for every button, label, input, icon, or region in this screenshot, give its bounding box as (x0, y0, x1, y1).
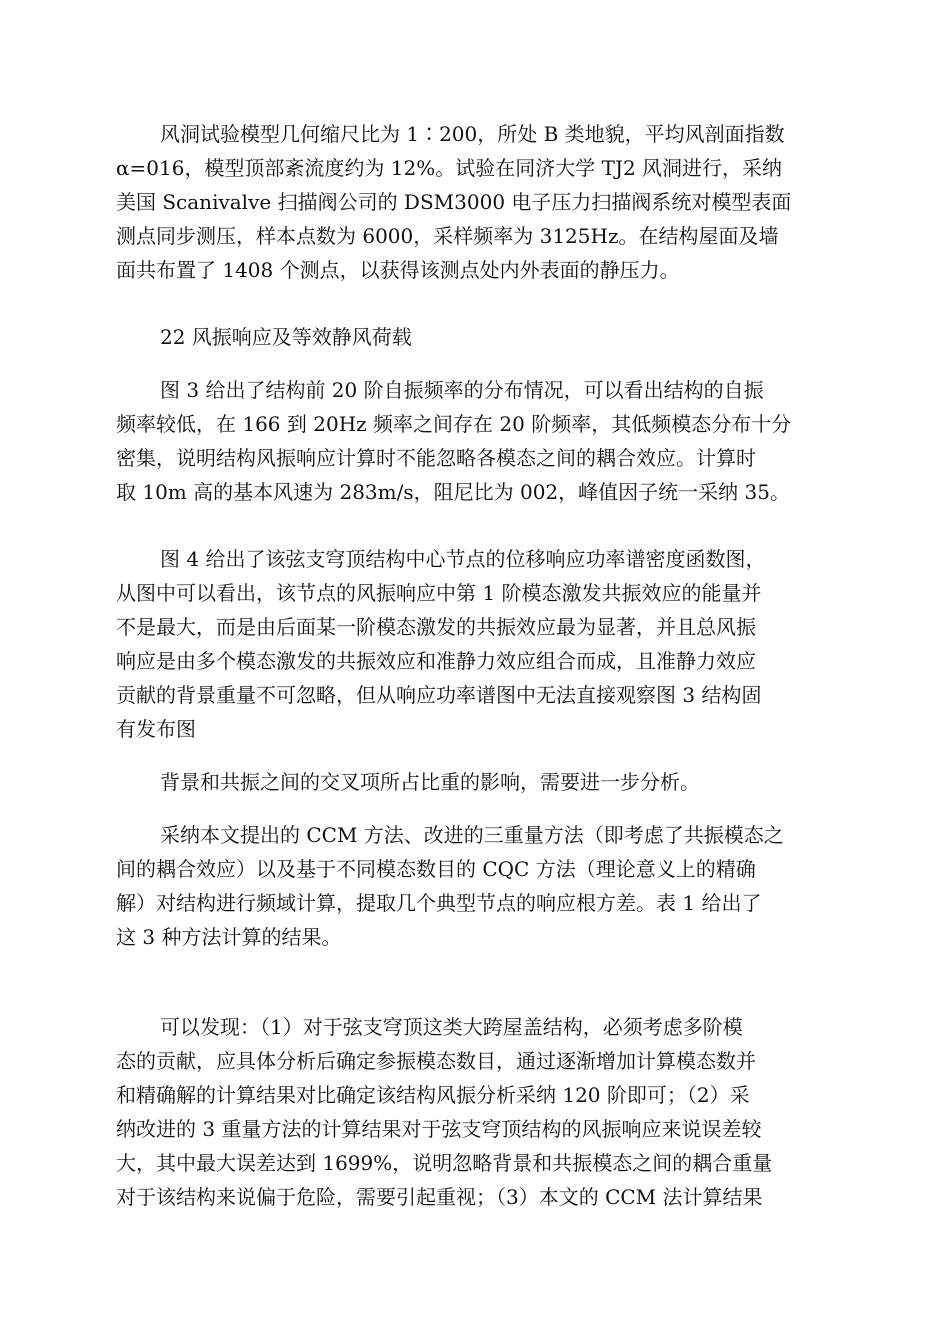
paragraph-wind-tunnel-test (116, 117, 836, 287)
text-line: 图 3 给出了结构前 20 阶自振频率的分布情况，可以看出结构的自振 (160, 378, 764, 402)
text-line: 背景和共振之间的交叉项所占比重的影响，需要进一步分析。 (160, 770, 700, 794)
section-heading (116, 320, 836, 354)
text-line: 风洞试验模型几何缩尺比为 1∶200，所处 B 类地貌，平均风剖面指数 (160, 122, 785, 146)
text-line: 响应是由多个模态激发的共振效应和准静力效应组合而成，且准静力效应 (116, 649, 756, 673)
text-line: 密集，说明结构风振响应计算时不能忽略各模态之间的耦合效应。计算时 (116, 446, 756, 470)
text-line: 有发布图 (116, 717, 196, 741)
text-line: 大，其中最大误差达到 1699%，说明忽略背景和共振模态之间的耦合重量 (116, 1151, 773, 1175)
paragraph-psd-response (116, 542, 836, 746)
text-line: 这 3 种方法计算的结果。 (116, 925, 342, 949)
text-line: 图 4 给出了该弦支穹顶结构中心节点的位移响应功率谱密度函数图， (160, 547, 766, 571)
text-line: 取 10m 高的基本风速为 283m/s，阻尼比为 002，峰值因子统一采纳 35。 (116, 480, 790, 504)
section-heading-text: 22 风振响应及等效静风荷载 (160, 325, 412, 349)
paragraph-natural-frequency (116, 373, 836, 509)
text-line: 测点同步测压，样本点数为 6000，采样频率为 3125Hz。在结构屋面及墙 (116, 224, 779, 248)
text-line: 可以发现：（1）对于弦支穹顶这类大跨屋盖结构，必须考虑多阶模 (160, 1015, 743, 1039)
paragraph-method-comparison (116, 818, 836, 954)
text-line: 态的贡献，应具体分析后确定参振模态数目，通过逐渐增加计算模态数并 (116, 1049, 756, 1073)
text-line: 频率较低，在 166 到 20Hz 频率之间存在 20 阶频率，其低频模态分布十分 (116, 412, 792, 436)
text-line: 间的耦合效应）以及基于不同模态数目的 CQC 方法（理论意义上的精确 (116, 857, 756, 881)
text-line: 面共布置了 1408 个测点，以获得该测点处内外表面的静压力。 (116, 258, 680, 282)
text-line: 对于该结构来说偏于危险，需要引起重视；（3）本文的 CCM 法计算结果 (116, 1185, 763, 1209)
paragraph-findings (116, 1010, 836, 1214)
paragraph-cross-term (116, 765, 836, 799)
text-line: 美国 Scanivalve 扫描阀公司的 DSM3000 电子压力扫描阀系统对模型表面 (116, 190, 792, 214)
text-line: 贡献的背景重量不可忽略，但从响应功率谱图中无法直接观察图 3 结构固 (116, 683, 762, 707)
text-line: 解）对结构进行频域计算，提取几个典型节点的响应根方差。表 1 给出了 (116, 891, 762, 915)
text-line: α=016，模型顶部紊流度约为 12%。试验在同济大学 TJ2 风洞进行，采纳 (116, 156, 783, 180)
text-line: 采纳本文提出的 CCM 方法、改进的三重量方法（即考虑了共振模态之 (160, 823, 784, 847)
text-line: 和精确解的计算结果对比确定该结构风振分析采纳 120 阶即可；（2）采 (116, 1083, 750, 1107)
text-line: 不是最大，而是由后面某一阶模态激发的共振效应最为显著，并且总风振 (116, 615, 756, 639)
text-line: 从图中可以看出，该节点的风振响应中第 1 阶模态激发共振效应的能量并 (116, 581, 762, 605)
text-line: 纳改进的 3 重量方法的计算结果对于弦支穹顶结构的风振响应来说误差较 (116, 1117, 762, 1141)
